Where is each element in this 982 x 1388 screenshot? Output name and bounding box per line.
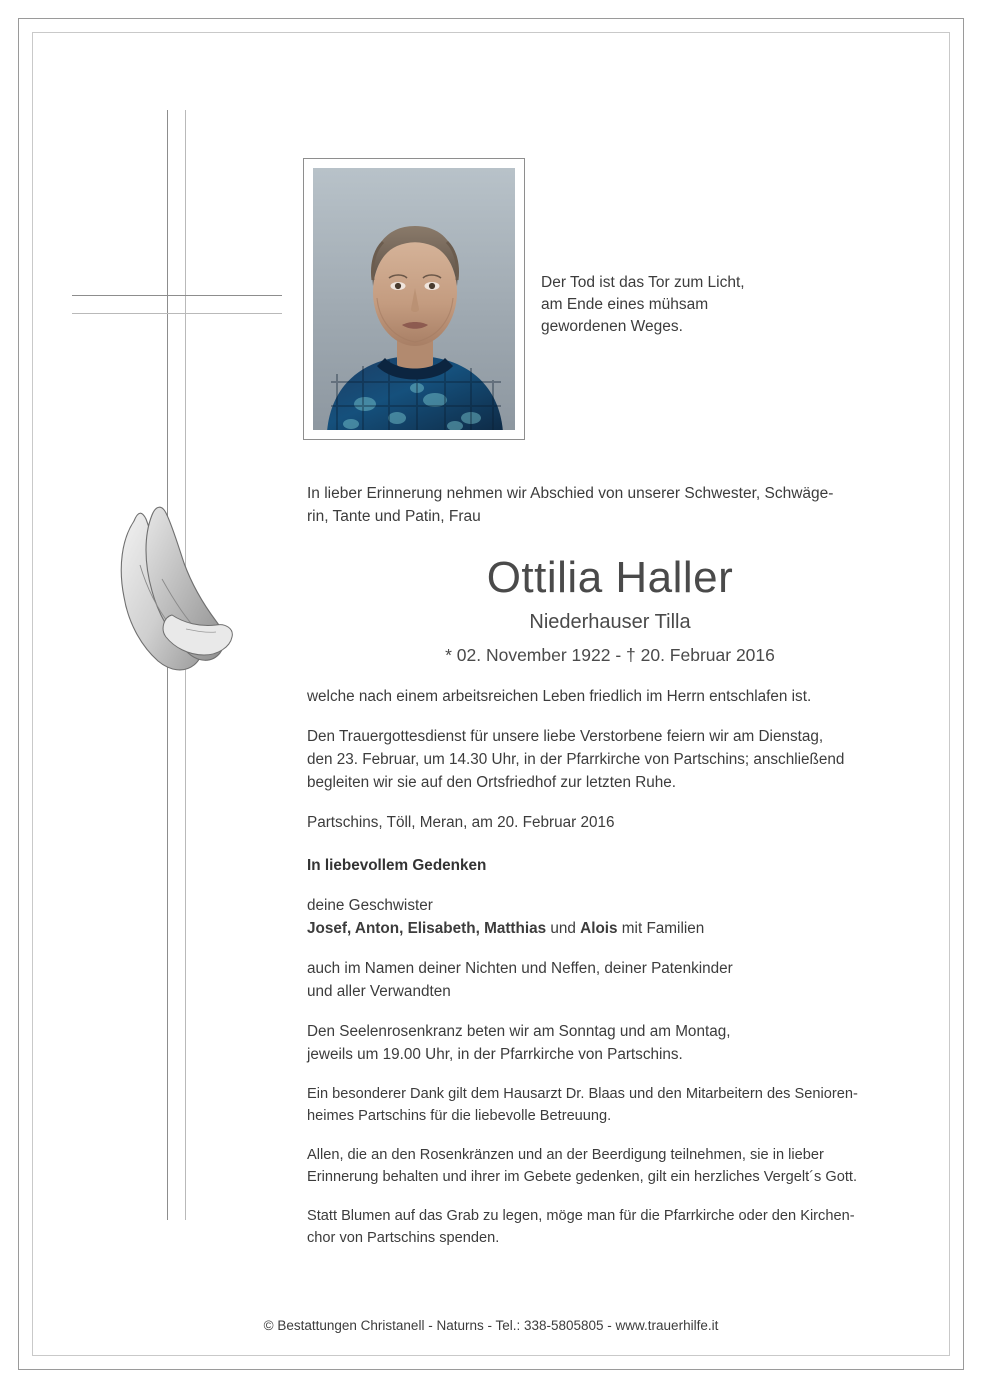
- family-relation: deine Geschwister: [307, 897, 433, 914]
- place-and-date: Partschins, Töll, Meran, am 20. Februar 2016: [307, 814, 615, 831]
- rosary-info: [307, 1020, 913, 1066]
- deceased-nickname: Niederhauser Tilla: [529, 611, 691, 633]
- extended-family-line-1: auch im Namen deiner Nichten und Neffen, deiner Patenkinder: [307, 960, 733, 977]
- donations-line-2: chor von Partschins spenden.: [307, 1230, 500, 1246]
- thanks-note: [307, 1083, 913, 1127]
- praying-hands-icon: [100, 505, 260, 685]
- service-line-1: Den Trauergottesdienst für unsere liebe Verstorbene feiern wir am Dienstag,: [307, 728, 824, 745]
- participation-line-2: Erinnerung behalten und ihrer im Gebete gedenken, gilt ein herzliches Vergelt´s Gott.: [307, 1169, 858, 1185]
- siblings-conjunction: und: [546, 920, 581, 937]
- verse-line-2: am Ende eines mühsam: [541, 296, 709, 313]
- intro-line-1: In lieber Erinnerung nehmen wir Abschied von unserer Schwester, Schwäge-: [307, 485, 834, 502]
- participation-line-1: Allen, die an den Rosenkränzen und an der Beerdigung teilnehmen, sie in lieber: [307, 1147, 824, 1163]
- verse-text: [541, 272, 871, 338]
- passing-note: welche nach einem arbeitsreichen Leben friedlich im Herrn entschlafen ist.: [307, 688, 812, 705]
- service-line-3: begleiten wir sie auf den Ortsfriedhof zur letzten Ruhe.: [307, 774, 677, 791]
- portrait-photo: [303, 158, 525, 440]
- rosary-line-2: jeweils um 19.00 Uhr, in der Pfarrkirche von Partschins.: [307, 1046, 683, 1063]
- service-line-2: den 23. Februar, um 14.30 Uhr, in der Pfarrkirche von Partschins; anschließend: [307, 751, 845, 768]
- donations-line-1: Statt Blumen auf das Grab zu legen, möge man für die Pfarrkirche oder den Kirchen-: [307, 1208, 855, 1224]
- verse-line-1: Der Tod ist das Tor zum Licht,: [541, 274, 745, 291]
- intro-text: [307, 482, 913, 528]
- footer-credit: © Bestattungen Christanell - Naturns - Tel.: 338-5805805 - www.trauerhilfe.it: [263, 1318, 719, 1333]
- cross-horizontal-line-1: [72, 295, 282, 296]
- remembrance-heading: In liebevollem Gedenken: [307, 857, 487, 874]
- service-info: [307, 725, 913, 794]
- participation-note: [307, 1144, 913, 1188]
- memorial-content: [307, 482, 913, 1249]
- siblings-names: Josef, Anton, Elisabeth, Matthias: [307, 920, 547, 937]
- siblings-tail: mit Familien: [617, 920, 705, 937]
- deceased-name: Ottilia Haller: [486, 553, 734, 602]
- verse-line-3: gewordenen Weges.: [541, 318, 683, 335]
- siblings-name-last: Alois: [580, 920, 618, 937]
- family-siblings: [307, 917, 913, 940]
- deceased-dates: * 02. November 1922 - † 20. Februar 2016: [445, 645, 775, 665]
- intro-line-2: rin, Tante und Patin, Frau: [307, 508, 481, 525]
- portrait-photo-image: [313, 168, 515, 430]
- cross-horizontal-line-2: [72, 313, 282, 314]
- thanks-line-2: heimes Partschins für die liebevolle Betreuung.: [307, 1108, 612, 1124]
- extended-family-line-2: und aller Verwandten: [307, 983, 451, 1000]
- donations-note: [307, 1205, 913, 1249]
- rosary-line-1: Den Seelenrosenkranz beten wir am Sonntag und am Montag,: [307, 1023, 731, 1040]
- thanks-line-1: Ein besonderer Dank gilt dem Hausarzt Dr. Blaas und den Mitarbeitern des Senioren-: [307, 1086, 858, 1102]
- family-block: [307, 894, 913, 940]
- extended-family: [307, 957, 913, 1003]
